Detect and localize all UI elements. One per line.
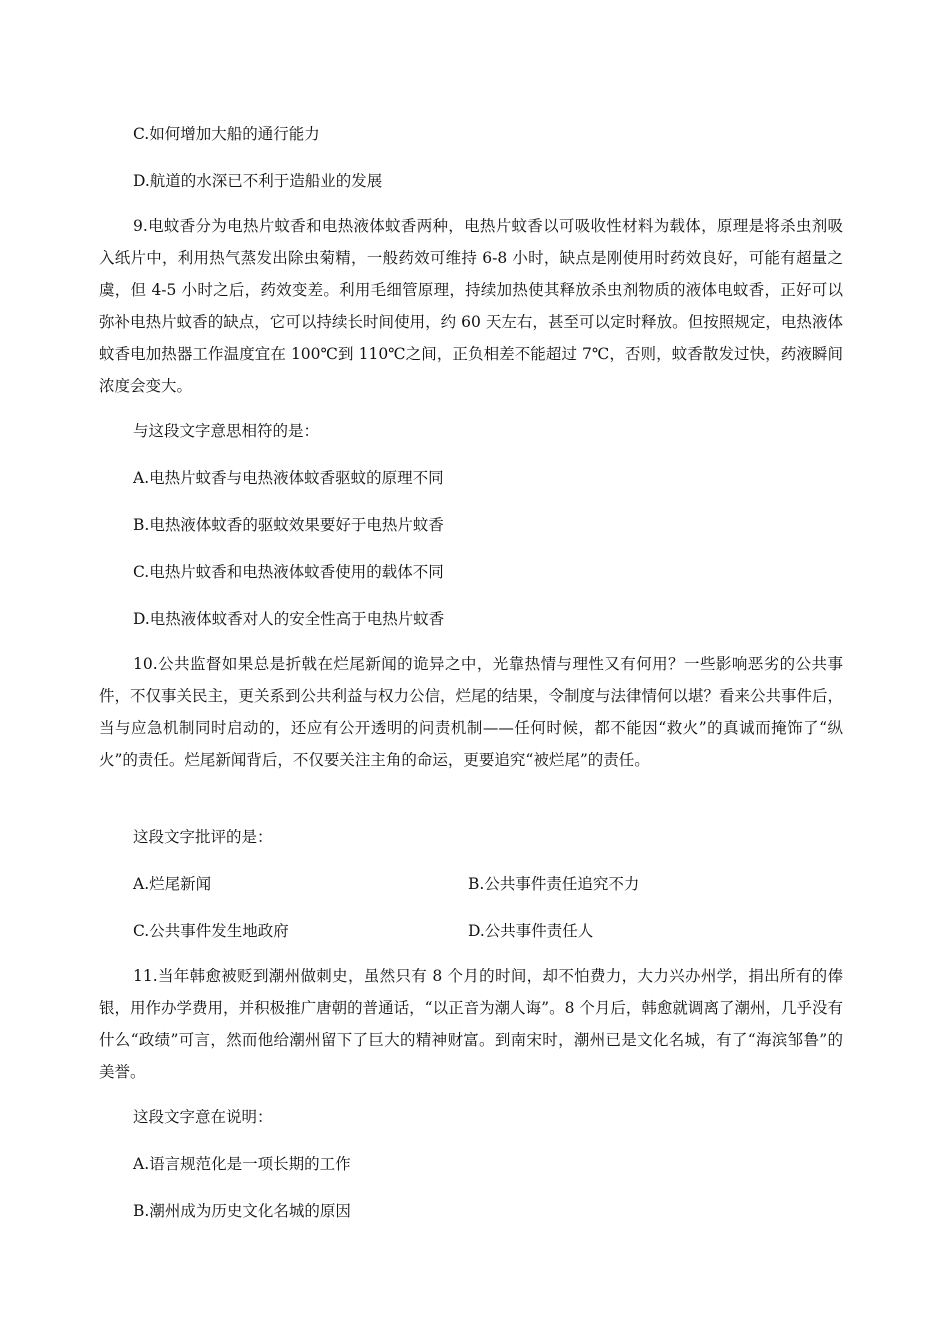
q11-option-a: A.语言规范化是一项长期的工作 (133, 1155, 351, 1173)
q9-option-a: A.电热片蚊香与电热液体蚊香驱蚊的原理不同 (133, 469, 444, 487)
q9-option-b: B.电热液体蚊香的驱蚊效果要好于电热片蚊香 (133, 516, 444, 534)
q10-stem: 这段文字批评的是： (133, 828, 273, 846)
q11-stem: 这段文字意在说明： (133, 1108, 273, 1126)
q10-option-d: D.公共事件责任人 (468, 922, 594, 940)
q9-passage: 9.电蚊香分为电热片蚊香和电热液体蚊香两种，电热片蚊香以可吸收性材料为载体，原理是将杀虫剂吸入纸片中，利用热气蒸发出除虫菊精，一般药效可维持 6-8 小时，缺点是刚使用时药效良好，可能有超量之虞，但 4-5 小时之后，药效变差。利用毛细管原理，持续加热使其释放杀虫剂物质的液体电蚊香，正好可以弥补电热片蚊香的缺点，它可以持续长时间使用，约 60 天左右，甚至可以定时释放。但按照规定，电热液体蚊香电加热器工作温度宜在 100℃到 110℃之间，正负相差不能超过 7℃，否则，蚊香散发过快，药液瞬间浓度会变大。 (99, 217, 843, 395)
q10-passage: 10.公共监督如果总是折戟在烂尾新闻的诡异之中，光靠热情与理性又有何用？一些影响恶劣的公共事件，不仅事关民主，更关系到公共利益与权力公信，烂尾的结果，令制度与法律情何以堪？看来公共事件后，当与应急机制同时启动的，还应有公开透明的问责机制——任何时候，都不能因“救火”的真诚而掩饰了“纵火”的责任。烂尾新闻背后，不仅要关注主角的命运，更要追究“被烂尾”的责任。 (99, 655, 844, 769)
q11-passage: 11.当年韩愈被贬到潮州做刺史，虽然只有 8 个月的时间，却不怕费力，大力兴办州学，捐出所有的俸银，用作办学费用，并积极推广唐朝的普通话，“以正音为潮人诲”。8 个月后，韩愈就调离了潮州，几乎没有什么“政绩”可言，然而他给潮州留下了巨大的精神财富。到南宋时，潮州已是文化名城，有了“海滨邹鲁”的美誉。 (99, 967, 843, 1081)
q11-option-b: B.潮州成为历史文化名城的原因 (133, 1202, 351, 1220)
q9-option-d: D.电热液体蚊香对人的安全性高于电热片蚊香 (133, 610, 445, 628)
q8-option-c: C.如何增加大船的通行能力 (133, 125, 320, 143)
q10-option-a: A.烂尾新闻 (133, 875, 212, 893)
q10-option-b: B.公共事件责任追究不力 (468, 875, 640, 893)
q10-option-c: C.公共事件发生地政府 (133, 922, 289, 940)
q9-stem: 与这段文字意思相符的是： (133, 422, 320, 440)
q9-option-c: C.电热片蚊香和电热液体蚊香使用的载体不同 (133, 563, 444, 581)
q8-option-d: D.航道的水深已不利于造船业的发展 (133, 172, 383, 190)
